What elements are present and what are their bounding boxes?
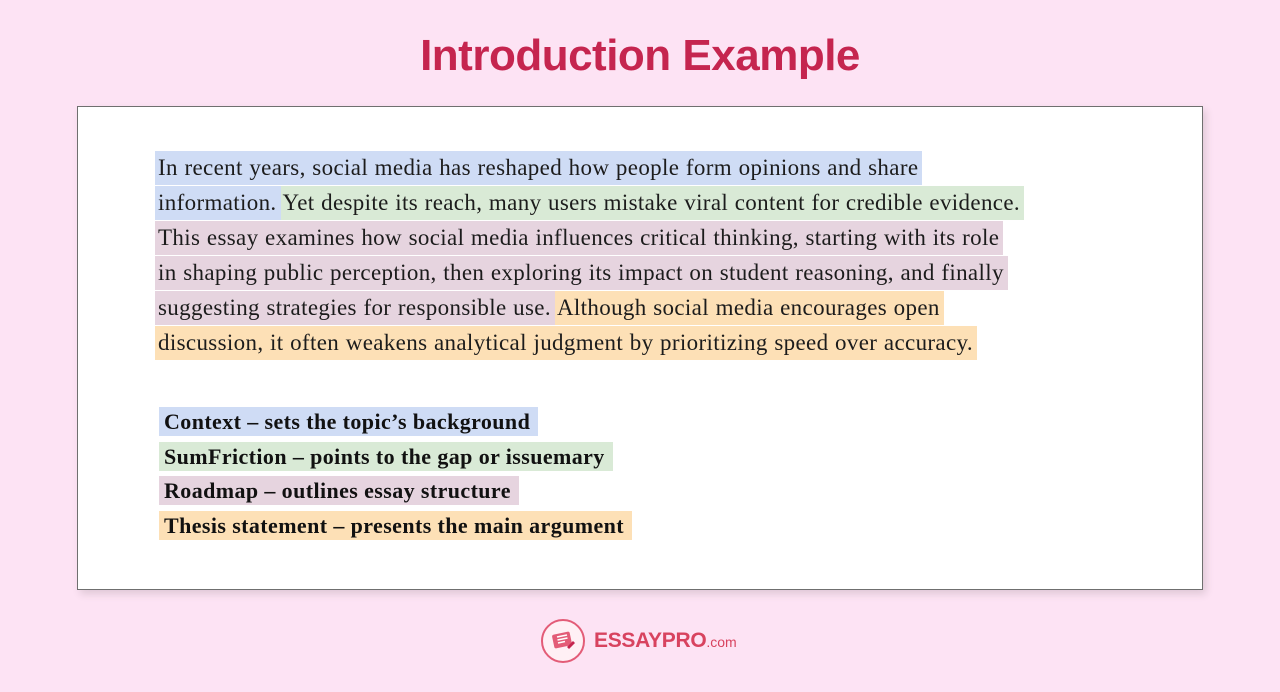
legend-item-friction bbox=[159, 440, 632, 475]
roadmap-highlight: suggesting strategies for responsible use. bbox=[155, 291, 555, 325]
example-card bbox=[77, 106, 1203, 590]
legend-item-roadmap bbox=[159, 474, 632, 509]
paragraph-line bbox=[158, 290, 1148, 325]
legend-item-thesis bbox=[159, 509, 632, 544]
thesis-highlight: Although social media encourages open bbox=[555, 291, 944, 325]
paragraph-line bbox=[158, 220, 1148, 255]
essaypro-logo-icon bbox=[541, 619, 585, 663]
introduction-paragraph bbox=[158, 150, 1148, 360]
thesis-highlight: discussion, it often weakens analytical judgment by prioritizing speed over accuracy. bbox=[155, 326, 977, 360]
roadmap-highlight: This essay examines how social media influences critical thinking, starting with its role bbox=[155, 221, 1003, 255]
brand-name bbox=[594, 629, 737, 653]
paragraph-line bbox=[158, 255, 1148, 290]
legend-label: SumFriction – points to the gap or issuemary bbox=[159, 442, 613, 471]
highlight-legend bbox=[159, 405, 632, 543]
legend-label: Thesis statement – presents the main argument bbox=[159, 511, 632, 540]
context-highlight: In recent years, social media has reshaped how people form opinions and share bbox=[155, 151, 922, 185]
page-title: Introduction Example bbox=[420, 31, 860, 80]
legend-label: Context – sets the topic’s background bbox=[159, 407, 538, 436]
friction-highlight: Yet despite its reach, many users mistake viral content for credible evidence. bbox=[281, 186, 1024, 220]
context-highlight: information. bbox=[155, 186, 281, 220]
legend-item-context bbox=[159, 405, 632, 440]
brand-wordmark: ESSAYPRO bbox=[594, 629, 707, 652]
legend-label: Roadmap – outlines essay structure bbox=[159, 476, 519, 505]
paragraph-line bbox=[158, 325, 1148, 360]
paragraph-line bbox=[158, 185, 1148, 220]
brand-footer bbox=[541, 617, 737, 665]
roadmap-highlight: in shaping public perception, then exploring its impact on student reasoning, and finally bbox=[155, 256, 1008, 290]
paragraph-line bbox=[158, 150, 1148, 185]
brand-suffix: .com bbox=[706, 634, 737, 650]
